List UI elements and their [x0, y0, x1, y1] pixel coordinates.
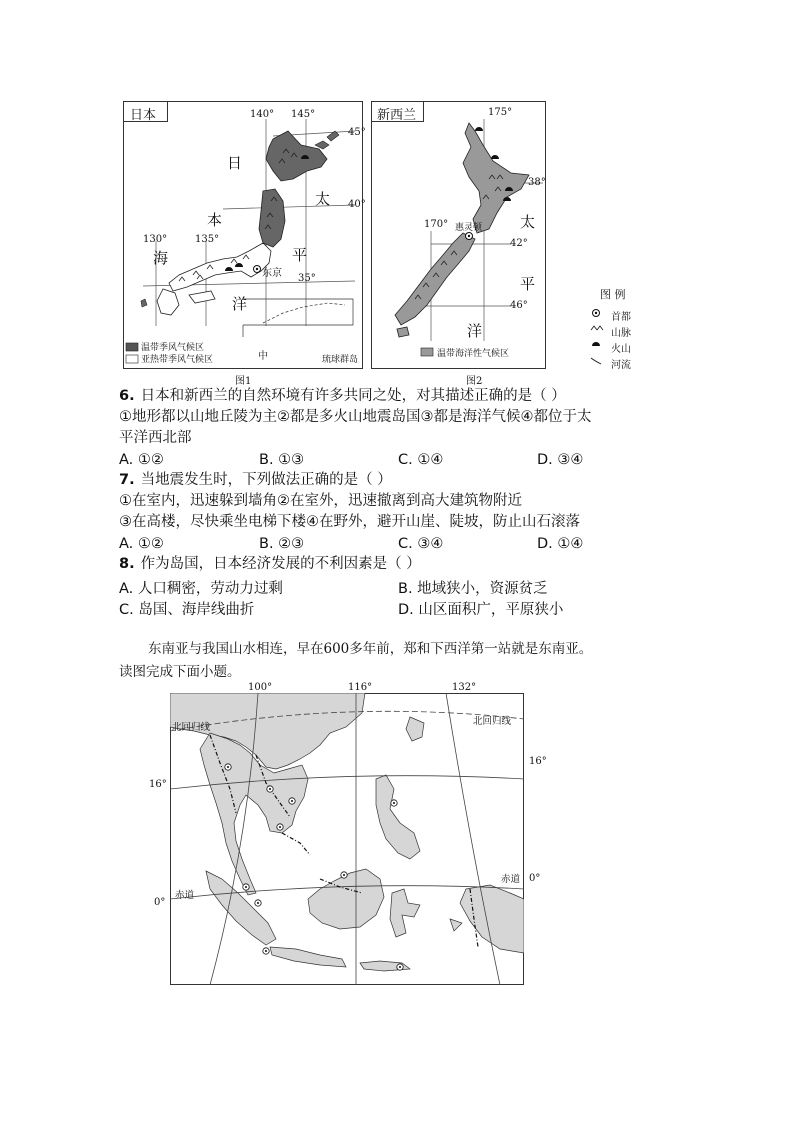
sea-lon-132: 132°: [452, 682, 477, 693]
sea-lat-16-left: 16°: [149, 779, 167, 790]
sea-lat-0-right: 0°: [529, 873, 541, 884]
question-6-stem: [119, 386, 566, 406]
question-7-stem: [119, 470, 392, 490]
nz-lat-46: 46°: [510, 300, 528, 311]
sea-equator-right: 赤道: [501, 874, 521, 885]
nz-lon-170: 170°: [424, 219, 449, 230]
question-6-number: 6.: [119, 388, 135, 404]
japan-inset-small: 中: [258, 351, 268, 362]
legend-volcano: 火山: [611, 344, 631, 355]
nz-legend: 温带海洋性气候区: [437, 349, 510, 359]
nz-caption: 图2: [466, 376, 483, 387]
legend-river: 河流: [611, 360, 631, 371]
question-7-number: 7.: [119, 472, 135, 488]
question-7-line2: ①在室内，迅速躲到墙角②在室外，迅速撤离到高大建筑物附近: [119, 493, 522, 509]
legend-title: 图 例: [600, 288, 626, 301]
question-8-number: 8.: [119, 556, 135, 572]
q7-option-d[interactable]: D. ①④: [537, 536, 584, 552]
q8-option-c[interactable]: C. 岛国、海岸线曲折: [119, 602, 255, 618]
new-zealand-map: [371, 101, 546, 369]
q7-option-b[interactable]: B. ②③: [259, 536, 305, 552]
japan-caption: 图1: [235, 376, 252, 387]
japan-big-ri: 日: [227, 154, 243, 172]
q8-option-b[interactable]: B. 地域狭小，资源贫乏: [398, 581, 548, 597]
nz-lat-38: 38°: [528, 177, 546, 188]
question-6-line3: 平洋西北部: [119, 430, 192, 446]
passage-line-1: 东南亚与我国山水相连，早在600多年前，郑和下西洋第一站就是东南亚。: [148, 641, 593, 657]
q6-option-b[interactable]: B. ①③: [259, 452, 305, 468]
japan-lon-140: 140°: [250, 109, 275, 120]
japan-lon-135: 135°: [195, 234, 220, 245]
q8-option-d[interactable]: D. 山区面积广，平原狭小: [398, 602, 564, 618]
japan-legend-1: 温带季风气候区: [141, 343, 205, 353]
nz-title: 新西兰: [377, 108, 417, 123]
japan-big-tai: 太: [315, 190, 331, 208]
sea-equator-left: 赤道: [175, 890, 195, 901]
nz-big-ping: 平: [520, 275, 536, 293]
question-6-line2: ①地形都以山地丘陵为主②都是多火山地震岛国③都是海洋气候④都位于太: [119, 409, 592, 425]
japan-lon-145: 145°: [291, 109, 316, 120]
nz-lat-42: 42°: [510, 238, 528, 249]
japan-lon-130: 130°: [143, 234, 168, 245]
question-8-stem: [119, 554, 421, 574]
q7-option-c[interactable]: C. ③④: [398, 536, 444, 552]
japan-big-yang: 洋: [232, 295, 248, 313]
japan-big-ben: 本: [207, 211, 223, 229]
q6-option-c[interactable]: C. ①④: [398, 452, 444, 468]
nz-lon-175: 175°: [488, 107, 513, 118]
q6-option-d[interactable]: D. ③④: [537, 452, 584, 468]
nz-big-tai: 太: [520, 213, 536, 231]
question-8-text: 作为岛国，日本经济发展的不利因素是（ ）: [140, 556, 421, 572]
sea-lon-100: 100°: [248, 682, 273, 693]
nz-capital-label: 惠灵顿: [455, 223, 483, 233]
question-7-text: 当地震发生时，下列做法正确的是（ ）: [140, 472, 392, 488]
sea-lat-16-right: 16°: [529, 756, 547, 767]
legend-capital: 首都: [611, 312, 631, 323]
japan-lat-45: 45°: [348, 127, 366, 138]
q7-option-a[interactable]: A. ①②: [119, 536, 164, 552]
sea-tropic-left: 北回归线: [172, 722, 211, 733]
sea-tropic-right: 北回归线: [473, 716, 512, 727]
q8-option-a[interactable]: A. 人口稠密，劳动力过剩: [119, 581, 283, 597]
japan-big-ping: 平: [292, 246, 308, 264]
q6-option-a[interactable]: A. ①②: [119, 452, 164, 468]
question-6-text: 日本和新西兰的自然环境有许多共同之处，对其描述正确的是（ ）: [140, 388, 566, 404]
sea-lat-0-left: 0°: [154, 897, 166, 908]
question-7-line3: ③在高楼，尽快乘坐电梯下楼④在野外，避开山崖、陡坡，防止山石滚落: [119, 514, 580, 530]
southeast-asia-map: [170, 693, 524, 985]
sea-lon-116: 116°: [348, 682, 373, 693]
japan-capital-label: 东京: [262, 268, 282, 279]
japan-inset-label: 琉球群岛: [322, 355, 359, 365]
nz-big-yang: 洋: [467, 322, 483, 340]
japan-title: 日本: [130, 108, 157, 123]
japan-big-hai: 海: [153, 249, 169, 267]
japan-lat-40: 40°: [348, 199, 366, 210]
legend-symbols: [588, 306, 606, 366]
legend-mountain: 山脉: [611, 328, 631, 339]
japan-lat-35: 35°: [298, 273, 316, 284]
japan-legend-2: 亚热带季风气候区: [141, 355, 214, 365]
passage-line-2: 读图完成下面小题。: [119, 664, 241, 680]
